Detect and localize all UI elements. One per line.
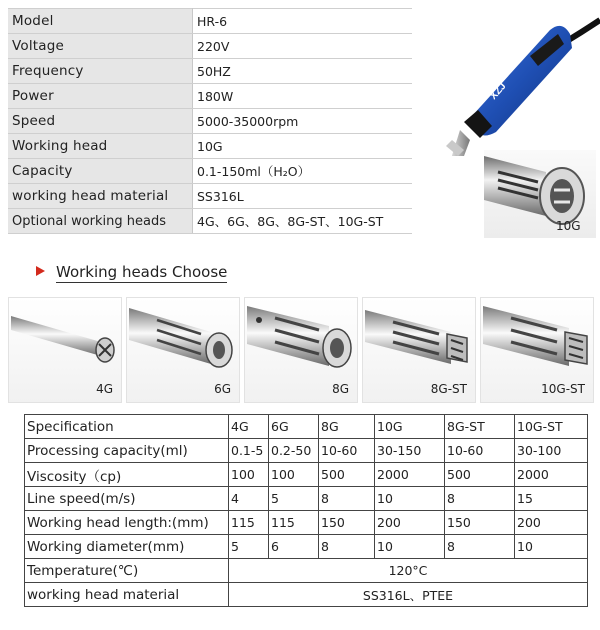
table-cell: 2000 xyxy=(515,463,588,487)
table-row-label: working head material xyxy=(25,583,229,607)
spec-value: 5000-35000rpm xyxy=(193,109,413,134)
spec-row-voltage xyxy=(8,34,412,59)
head-label: 8G xyxy=(332,382,349,396)
spec-row-working-head xyxy=(8,134,412,159)
table-cell: 15 xyxy=(515,487,588,511)
spec-value: 10G xyxy=(193,134,413,159)
table-cell: 10 xyxy=(375,487,445,511)
head-card-4g xyxy=(8,297,122,403)
spec-label: Capacity xyxy=(8,159,193,184)
table-row-temperature xyxy=(25,559,588,583)
table-cell: 4 xyxy=(229,487,269,511)
table-cell: 200 xyxy=(515,511,588,535)
spec-row-capacity xyxy=(8,159,412,184)
spec-row-optional-heads xyxy=(8,209,412,234)
table-header-cell: 8G-ST xyxy=(445,415,515,439)
spec-label: Power xyxy=(8,84,193,109)
spec-value: SS316L xyxy=(193,184,413,209)
table-header-row xyxy=(25,415,588,439)
table-cell: 200 xyxy=(375,511,445,535)
working-heads-gallery xyxy=(8,297,592,403)
table-row-label: Line speed(m/s) xyxy=(25,487,229,511)
table-cell: 2000 xyxy=(375,463,445,487)
table-row xyxy=(25,463,588,487)
table-cell: 30-100 xyxy=(515,439,588,463)
spec-value: 4G、6G、8G、8G-ST、10G-ST xyxy=(193,209,413,234)
spec-value: 50HZ xyxy=(193,59,413,84)
product-photo xyxy=(412,4,600,240)
table-cell: 8 xyxy=(445,487,515,511)
table-row-label: Working head length:(mm) xyxy=(25,511,229,535)
table-row-label: Viscosity（cp) xyxy=(25,463,229,487)
head-card-8g xyxy=(244,297,358,403)
table-row xyxy=(25,439,588,463)
spec-label: Optional working heads xyxy=(8,209,193,234)
table-cell: 8 xyxy=(445,535,515,559)
head-label: 6G xyxy=(214,382,231,396)
table-cell-merged: 120°C xyxy=(229,559,588,583)
inset-head-label: 10G xyxy=(556,219,581,233)
table-header-cell: 4G xyxy=(229,415,269,439)
table-header-cell: Specification xyxy=(25,415,229,439)
table-cell: 500 xyxy=(319,463,375,487)
spec-row-model xyxy=(8,9,412,34)
table-cell: 115 xyxy=(269,511,319,535)
table-cell: 30-150 xyxy=(375,439,445,463)
table-cell: 100 xyxy=(229,463,269,487)
head-label: 4G xyxy=(96,382,113,396)
table-cell: 100 xyxy=(269,463,319,487)
spec-value: 0.1-150ml（H₂O） xyxy=(193,159,413,184)
table-cell: 10-60 xyxy=(445,439,515,463)
table-cell: 0.1-5 xyxy=(229,439,269,463)
table-row-material xyxy=(25,583,588,607)
table-row xyxy=(25,487,588,511)
table-cell: 150 xyxy=(445,511,515,535)
spec-table-bottom xyxy=(24,414,588,607)
spec-value: 220V xyxy=(193,34,413,59)
head-card-6g xyxy=(126,297,240,403)
spec-label: Frequency xyxy=(8,59,193,84)
section-title: Working heads Choose xyxy=(56,263,228,281)
table-cell: 10 xyxy=(375,535,445,559)
table-cell: 8 xyxy=(319,487,375,511)
spec-value: 180W xyxy=(193,84,413,109)
spec-row-frequency xyxy=(8,59,412,84)
table-cell: 5 xyxy=(269,487,319,511)
homogenizer-image xyxy=(412,4,600,156)
table-row xyxy=(25,535,588,559)
table-cell: 500 xyxy=(445,463,515,487)
table-cell: 5 xyxy=(229,535,269,559)
head-card-10g-st xyxy=(480,297,594,403)
table-cell: 10-60 xyxy=(319,439,375,463)
table-header-cell: 8G xyxy=(319,415,375,439)
table-cell-merged: SS316L、PTEE xyxy=(229,583,588,607)
table-row-label: Working diameter(mm) xyxy=(25,535,229,559)
table-row-label: Temperature(℃) xyxy=(25,559,229,583)
spec-label: Working head xyxy=(8,134,193,159)
table-header-cell: 6G xyxy=(269,415,319,439)
table-row xyxy=(25,511,588,535)
spec-label: working head material xyxy=(8,184,193,209)
spec-value: HR-6 xyxy=(193,9,413,34)
table-cell: 6 xyxy=(269,535,319,559)
spec-label: Model xyxy=(8,9,193,34)
table-cell: 10 xyxy=(515,535,588,559)
table-row-label: Processing capacity(ml) xyxy=(25,439,229,463)
table-cell: 115 xyxy=(229,511,269,535)
brand-logo-text: XZJ xyxy=(488,81,509,103)
head-label: 8G-ST xyxy=(430,382,467,396)
table-cell: 8 xyxy=(319,535,375,559)
spec-row-speed xyxy=(8,109,412,134)
table-cell: 0.2-50 xyxy=(269,439,319,463)
spec-row-power xyxy=(8,84,412,109)
spec-table-top xyxy=(8,8,412,234)
table-header-cell: 10G-ST xyxy=(515,415,588,439)
spec-label: Voltage xyxy=(8,34,193,59)
spec-label: Speed xyxy=(8,109,193,134)
table-cell: 150 xyxy=(319,511,375,535)
head-label: 10G-ST xyxy=(541,382,585,396)
table-header-cell: 10G xyxy=(375,415,445,439)
spec-row-material xyxy=(8,184,412,209)
red-arrow-icon xyxy=(36,266,45,276)
head-card-8g-st xyxy=(362,297,476,403)
